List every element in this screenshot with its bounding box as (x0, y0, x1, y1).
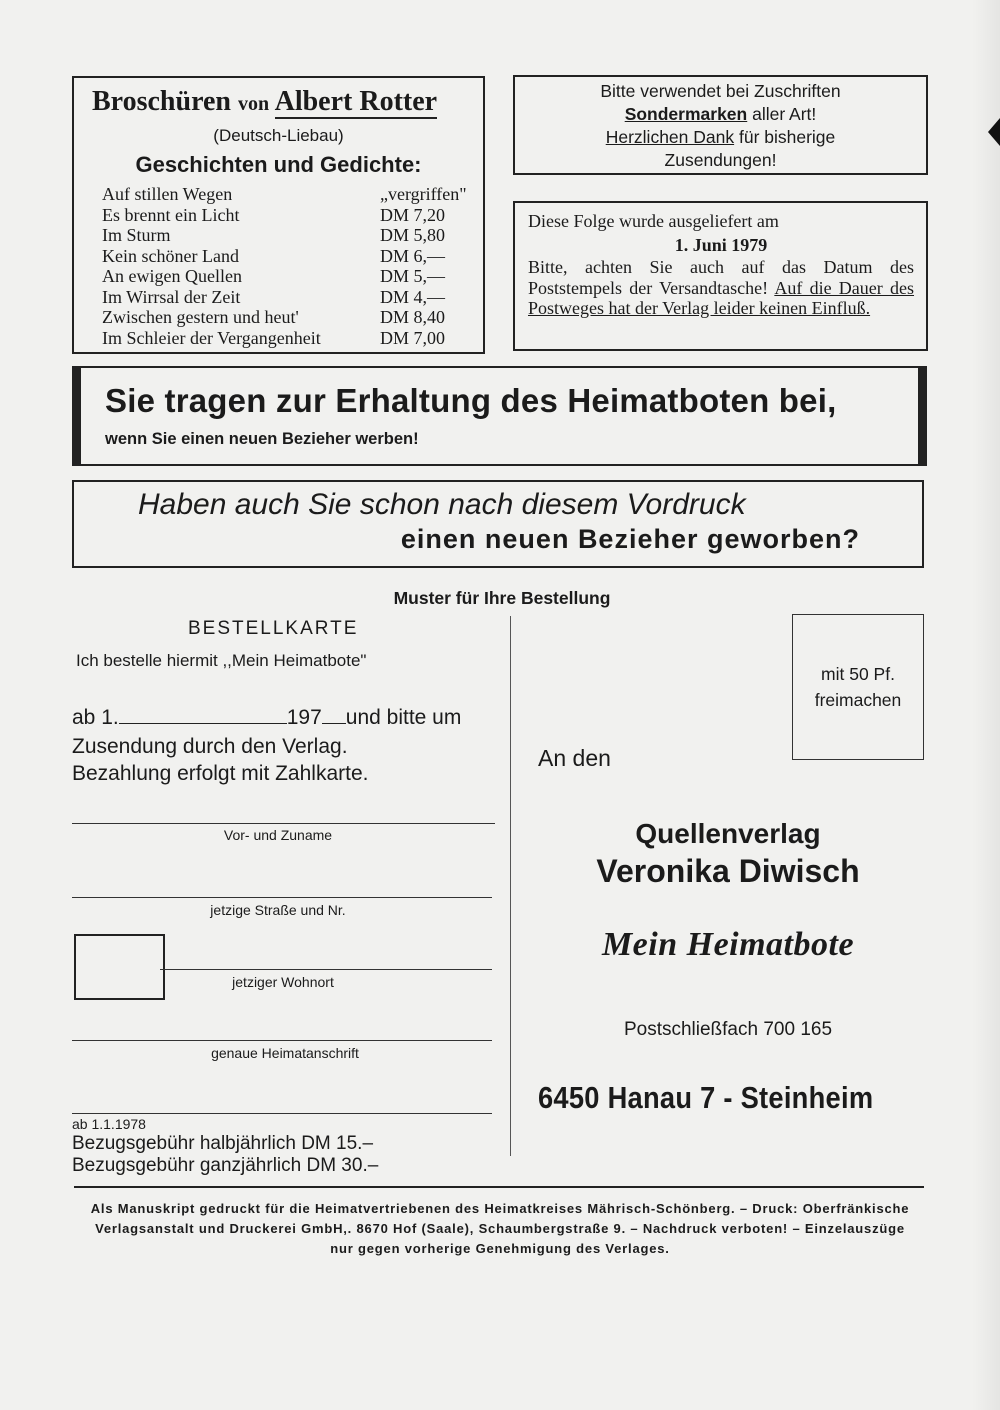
brochure-item-price: DM 6,— (380, 245, 446, 266)
brochure-item (102, 328, 472, 349)
street-field-line[interactable] (72, 897, 492, 898)
hint-line-4: Zusendungen! (664, 150, 777, 170)
scan-edge-shadow (972, 0, 1000, 1410)
brochure-heading (92, 86, 437, 118)
stamp-hint-box (513, 75, 928, 175)
brochure-item-title: Auf stillen Wegen (102, 184, 233, 204)
brochure-origin: (Deutsch-Liebau) (213, 126, 344, 145)
brochure-item-title: Im Wirrsal der Zeit (102, 286, 241, 307)
town-field-label: jetziger Wohnort (232, 974, 334, 990)
address-an-den: An den (538, 745, 611, 771)
publisher-name-2: Veronika Diwisch (596, 853, 860, 889)
brochure-item (102, 184, 472, 205)
brochure-item (102, 307, 472, 328)
hint-sondermarken: Sondermarken (624, 104, 748, 124)
order-ab: ab 1. (72, 706, 119, 729)
stamp-line-1: mit 50 Pf. (821, 664, 895, 684)
hint-line-1: Bitte verwendet bei Zuschriften (600, 81, 841, 101)
brochure-item-title: Zwischen gestern und heut' (102, 307, 299, 327)
recruit-line-1: Haben auch Sie schon nach diesem Vordruck (138, 488, 746, 521)
delivery-line-1: Diese Folge wurde ausgeliefert am (528, 211, 779, 231)
brochure-item-title: Kein schöner Land (102, 245, 239, 266)
brochure-list-box (72, 76, 485, 354)
magazine-logo: Mein Heimatbote (601, 926, 855, 963)
fee-valid-date: ab 1.1.1978 (72, 1116, 146, 1132)
delivery-notice (528, 257, 914, 319)
order-bitte: und bitte um (345, 706, 462, 729)
name-field-label: Vor- und Zuname (223, 827, 333, 843)
brochure-item (102, 287, 472, 308)
brochure-title: Broschüren (92, 86, 231, 117)
brochure-item-price: „vergriffen" (380, 184, 467, 204)
extra-field-line[interactable] (72, 1113, 492, 1114)
hint-line-2 (515, 103, 926, 126)
brochure-items (102, 184, 472, 348)
delivery-text-b: Auf die Dauer des Postweges hat der Verlag leider keinen Einfluß. (528, 277, 915, 318)
support-subline: wenn Sie einen neuen Bezieher werben! (105, 430, 419, 448)
delivery-date: 1. Juni 1979 (674, 234, 768, 255)
brochure-item-price: DM 5,— (380, 266, 446, 286)
brochure-item-price: DM 4,— (380, 286, 446, 307)
order-line-2: Zusendung durch den Verlag. (72, 735, 348, 758)
brochure-item-title: An ewigen Quellen (102, 266, 242, 286)
order-card-intro: Ich bestelle hiermit ,,Mein Heimatbote" (76, 651, 367, 670)
delivery-text-a: Bitte, achten Sie auch auf das Datum des Poststempels der Versandtasche! (528, 257, 914, 298)
support-banner (72, 366, 927, 466)
brochure-item-title: Im Schleier der Vergangenheit (102, 327, 321, 348)
brochure-subtitle: Geschichten und Gedichte: (135, 152, 422, 177)
home-address-field-line[interactable] (72, 1040, 492, 1041)
footer-divider (74, 1186, 924, 1188)
postal-code-box[interactable] (74, 934, 165, 1000)
brochure-item (102, 205, 472, 226)
year-digit-field[interactable] (322, 706, 346, 724)
order-line-3: Bezahlung erfolgt mit Zahlkarte. (72, 762, 369, 785)
stamp-line-2: freimachen (814, 690, 902, 710)
delivery-date-box (513, 201, 928, 351)
publisher-name-1: Quellenverlag (635, 818, 821, 849)
brochure-item (102, 246, 472, 267)
stamp-box (792, 614, 924, 760)
name-field-line[interactable] (72, 823, 495, 824)
brochure-item (102, 225, 472, 246)
postfach: Postschließfach 700 165 (623, 1019, 833, 1040)
brochure-item-price: DM 5,80 (380, 225, 446, 245)
brochure-author: Albert Rotter (274, 86, 438, 117)
brochure-item-price: DM 7,00 (380, 327, 446, 348)
card-divider (510, 616, 511, 1156)
hint-line-3-rest: für bisherige (734, 127, 836, 147)
imprint-footer: Als Manuskript gedruckt für die Heimatvertriebenen des Heimatkreises Mährisch-Schönberg. – Druck: Oberfränkische Verlagsanstalt und Druckerei GmbH,. 8670 Hof (Saale), Schaumbergstraße 9. – Nachdruck verboten! – Einzelauszüge nur gegen vorherige Genehmigung des Verlages. (90, 1201, 910, 1256)
brochure-item-price: DM 8,40 (380, 307, 446, 327)
support-headline: Sie tragen zur Erhaltung des Heimatboten bei, (105, 382, 837, 419)
start-date-field[interactable] (119, 706, 287, 724)
brochure-item-price: DM 7,20 (380, 204, 446, 225)
home-address-field-label: genaue Heimatanschrift (211, 1045, 359, 1061)
order-year-prefix: 197 (286, 706, 322, 729)
hint-line-3 (515, 126, 926, 149)
hint-thanks: Herzlichen Dank (605, 127, 735, 147)
brochure-item (102, 266, 472, 287)
page-edge-marker-icon (988, 118, 1000, 146)
fee-half-year: Bezugsgebühr halbjährlich DM 15.– (72, 1133, 374, 1154)
order-start-line (72, 704, 461, 731)
order-sample-heading: Muster für Ihre Bestellung (393, 588, 611, 608)
recruit-line-2: einen neuen Bezieher geworben? (400, 524, 860, 554)
order-card-title: BESTELLKARTE (188, 618, 359, 639)
town-field-line[interactable] (160, 969, 492, 970)
brochure-item-title: Es brennt ein Licht (102, 204, 240, 225)
address-city: 6450 Hanau 7 - Steinheim (538, 1080, 874, 1115)
brochure-item-title: Im Sturm (102, 225, 171, 245)
brochure-von: von (238, 93, 270, 115)
recruit-banner (72, 480, 924, 568)
hint-line-2-rest: aller Art! (747, 104, 817, 124)
street-field-label: jetzige Straße und Nr. (210, 902, 346, 918)
fee-full-year: Bezugsgebühr ganzjährlich DM 30.– (72, 1155, 379, 1176)
